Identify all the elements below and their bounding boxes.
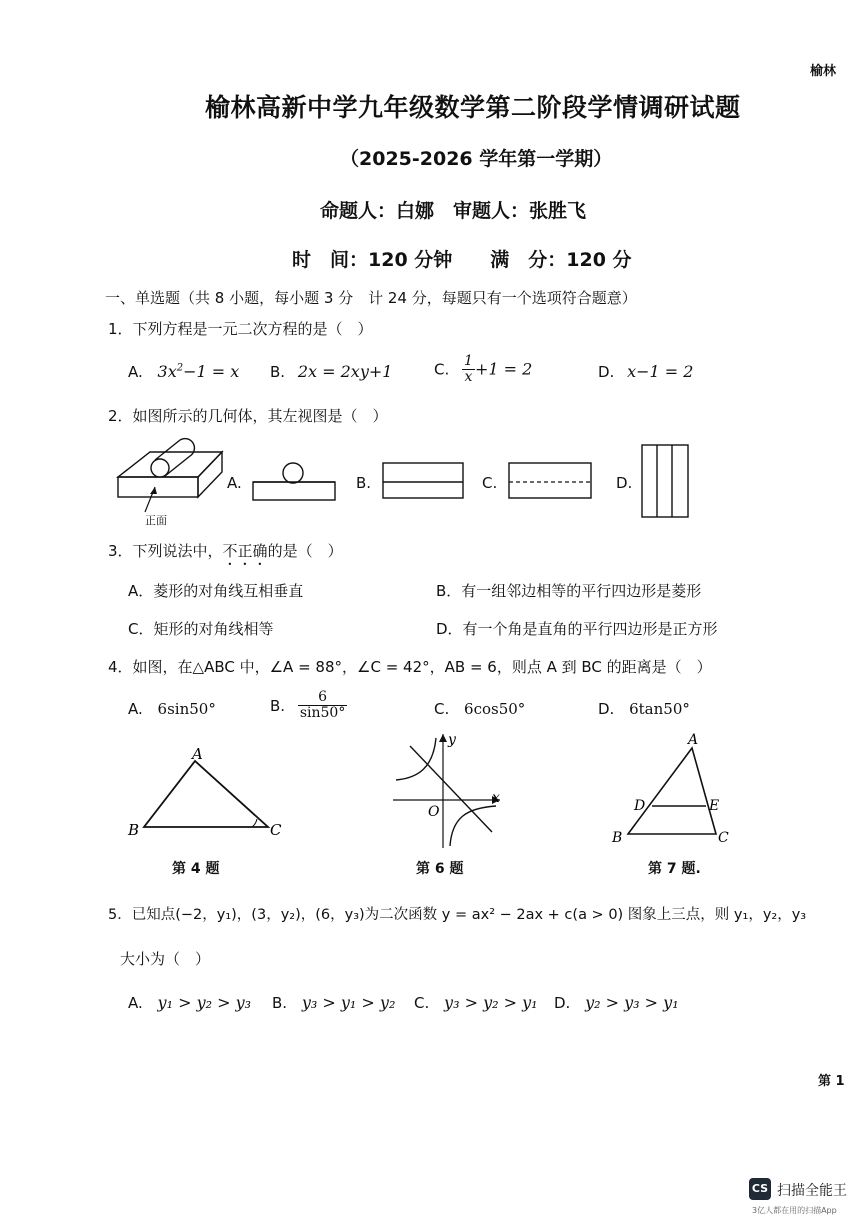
q2-option-c-view — [506, 460, 594, 502]
fig7-label-b: B — [612, 830, 623, 845]
figure-4-caption: 第 4 题 — [172, 861, 220, 877]
q3-stem-emphasis: 不正确 — [222, 542, 268, 560]
q5-option-b-label: B. — [272, 994, 288, 1012]
q5-option-d — [554, 993, 679, 1012]
q1-option-a-rest: −1 = x — [183, 362, 240, 381]
corner-school-label: 榆林 — [810, 64, 837, 79]
q5-option-b-text: y₃ > y₁ > y₂ — [301, 993, 396, 1012]
q2-option-c-label: C. — [482, 474, 498, 492]
page-number: 第 1 — [818, 1074, 845, 1089]
q1-option-b-text: 2x = 2xy+1 — [297, 362, 393, 381]
q5-option-c-label: C. — [414, 994, 430, 1012]
q4-option-b-num: 6 — [298, 690, 348, 706]
q2-solid-figure — [110, 432, 230, 527]
fig7-label-a: A — [688, 732, 699, 748]
q2-option-a-label: A. — [227, 474, 242, 492]
q4-option-b-den: sin50° — [299, 705, 346, 722]
question-3-stem — [108, 540, 343, 569]
exam-time-score: 时 间：120 分钟 满 分：120 分 — [292, 249, 632, 271]
figure-7-caption: 第 7 题. — [648, 861, 701, 877]
fig4-label-b: B — [128, 821, 140, 839]
exam-title: 榆林高新中学九年级数学第二阶段学情调研试题 — [205, 93, 741, 122]
q3-stem-pre: 3．下列说法中， — [108, 542, 223, 560]
figure-7-triangle — [608, 730, 738, 845]
q4-option-a-label: A. — [128, 700, 143, 718]
q4-option-d-label: D. — [598, 700, 615, 718]
q1-option-a — [128, 362, 239, 381]
figure-6-graph — [388, 728, 508, 853]
exam-subtitle: （2025-2026 学年第一学期） — [340, 148, 613, 170]
q1-option-b-label: B. — [270, 363, 286, 381]
q5-option-a-text: y₁ > y₂ > y₃ — [157, 993, 252, 1012]
q2-option-d-label: D. — [616, 474, 633, 492]
q4-option-c — [434, 700, 525, 718]
q1-option-b — [270, 362, 392, 381]
q2-option-a-view — [250, 456, 340, 504]
q5-option-a — [128, 993, 251, 1012]
q3-option-c: C．矩形的对角线相等 — [128, 620, 274, 638]
fig7-label-d: D — [634, 798, 646, 814]
fig6-label-y: y — [448, 732, 456, 748]
exam-authors: 命题人：白娜 审题人：张胜飞 — [320, 200, 587, 222]
camscanner-name: 扫描全能王 — [777, 1183, 847, 1199]
q3-stem-post: 的是（ ） — [267, 542, 343, 560]
q3-option-d: D．有一个角是直角的平行四边形是正方形 — [436, 620, 718, 638]
figure-4-triangle — [120, 745, 290, 840]
fig7-label-e: E — [709, 798, 720, 814]
q1-option-d-text: x−1 = 2 — [627, 362, 694, 381]
q1-option-c-rest: +1 = 2 — [474, 359, 533, 379]
q4-option-a — [128, 700, 216, 718]
q5-option-d-label: D. — [554, 994, 571, 1012]
q5-option-d-text: y₂ > y₃ > y₁ — [585, 993, 679, 1012]
q4-option-b-label: B. — [270, 696, 286, 715]
fig7-label-c: C — [718, 830, 729, 845]
q1-option-c — [434, 354, 532, 386]
question-2-stem: 2．如图所示的几何体，其左视图是（ ） — [108, 407, 388, 425]
camscanner-tagline: 3亿人都在用的扫描App — [752, 1206, 837, 1215]
q2-front-label: 正面 — [145, 514, 167, 527]
question-4-stem: 4．如图，在△ABC 中，∠A = 88°，∠C = 42°，AB = 6，则点 A 到 BC 的距离是（ ） — [108, 658, 712, 676]
q5-option-c-text: y₃ > y₂ > y₁ — [444, 993, 538, 1012]
question-5-stem-line1: 5．已知点(−2，y₁)，(3，y₂)，(6，y₃)为二次函数 y = ax² − 2ax + c(a > 0) 图象上三点，则 y₁，y₂，y₃ — [108, 907, 807, 923]
question-1-stem: 1．下列方程是一元二次方程的是（ ） — [108, 320, 373, 338]
q2-option-d-view — [638, 442, 692, 520]
fig6-label-x: x — [492, 790, 500, 806]
q4-option-b — [270, 690, 347, 722]
section-heading: 一、单选题（共 8 小题，每小题 3 分 计 24 分，每题只有一个选项符合题意） — [105, 289, 637, 307]
figure-6-caption: 第 6 题 — [416, 861, 464, 877]
question-5-stem-line2: 大小为（ ） — [120, 950, 211, 968]
fig6-label-o: O — [428, 804, 440, 820]
q1-option-c-num: 1 — [464, 353, 473, 369]
q5-option-b — [272, 993, 395, 1012]
q3-option-b: B．有一组邻边相等的平行四边形是菱形 — [436, 582, 702, 600]
q4-option-d — [598, 700, 690, 718]
q1-option-c-label: C. — [434, 360, 450, 379]
q5-option-c — [414, 993, 538, 1012]
q4-option-c-text: 6cos50° — [464, 700, 526, 718]
fig4-label-a: A — [192, 745, 203, 763]
q1-option-a-base: 3x — [157, 362, 177, 381]
q2-option-b-view — [380, 460, 468, 502]
q1-option-d — [598, 362, 693, 381]
camscanner-logo-icon: CS — [749, 1178, 771, 1200]
q3-option-a: A．菱形的对角线互相垂直 — [128, 582, 304, 600]
q1-option-c-den: x — [464, 369, 473, 386]
fig4-label-c: C — [270, 821, 282, 839]
q4-option-c-label: C. — [434, 700, 450, 718]
q5-option-a-label: A. — [128, 994, 143, 1012]
q1-option-d-label: D. — [598, 363, 615, 381]
q2-option-b-label: B. — [356, 474, 372, 492]
q4-option-a-text: 6sin50° — [157, 700, 216, 718]
q1-option-a-label: A. — [128, 363, 143, 381]
q4-option-d-text: 6tan50° — [629, 700, 690, 718]
q1-option-a-exp: 2 — [176, 362, 184, 374]
